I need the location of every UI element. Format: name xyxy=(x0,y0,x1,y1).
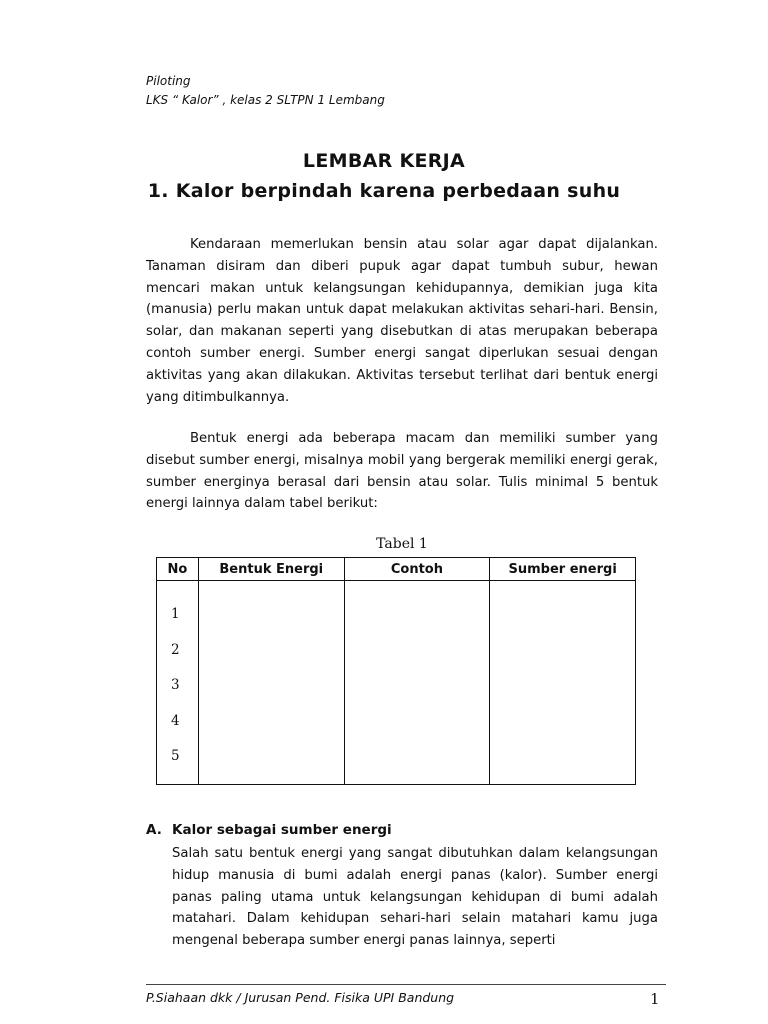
footer-divider xyxy=(146,984,666,985)
section-a-title: Kalor sebagai sumber energi xyxy=(172,822,392,838)
table-cell-sumber-energi[interactable] xyxy=(490,581,636,785)
row-number: 4 xyxy=(171,712,180,729)
table-cell-contoh[interactable] xyxy=(344,581,490,785)
footer-author: P.Siahaan dkk / Jurusan Pend. Fisika UPI Bandung xyxy=(146,990,455,1005)
row-number: 3 xyxy=(171,677,180,693)
page-number: 1 xyxy=(650,990,660,1008)
row-number: 5 xyxy=(171,748,180,764)
paragraph-energy-forms-text: Bentuk energi ada beberapa macam dan memiliki sumber yang disebut sumber energi, misalnya mobil yang bergerak memiliki energi gerak, sumber energinya berasal dari bensin atau solar. Tulis minimal 5 bentuk energi lainnya dalam tabel berikut: xyxy=(146,431,658,512)
table-row xyxy=(157,581,636,785)
header-line-lks: LKS “ Kalor” , kelas 2 SLTPN 1 Lembang xyxy=(146,93,385,107)
table-header-row xyxy=(157,558,636,581)
table-header-no: No xyxy=(157,558,199,581)
section-a-heading xyxy=(146,822,392,838)
row-number: 1 xyxy=(171,606,180,622)
paragraph-energy-forms xyxy=(146,428,658,515)
table-caption: Tabel 1 xyxy=(376,536,428,552)
row-number: 2 xyxy=(171,641,180,658)
table-header-contoh: Contoh xyxy=(344,558,490,581)
header-line-piloting: Piloting xyxy=(146,74,191,88)
energy-table xyxy=(156,557,636,785)
paragraph-intro xyxy=(146,234,658,408)
section-a-paragraph: Salah satu bentuk energi yang sangat dibutuhkan dalam kelangsungan hidup manusia di bumi adalah energi panas (kalor). Sumber energi panas paling utama untuk kelangsungan kehidupan di bumi adalah matahari. Dalam kehidupan sehari-hari selain matahari kamu juga mengenal beberapa sumber energi panas lainnya, seperti xyxy=(172,846,658,949)
document-title: LEMBAR KERJA xyxy=(302,150,466,172)
table-cell-no xyxy=(157,581,199,785)
table-header-sumber-energi: Sumber energi xyxy=(490,558,636,581)
document-subtitle: 1. Kalor berpindah karena perbedaan suhu xyxy=(147,180,621,202)
page-header xyxy=(146,72,385,110)
section-a-letter: A. xyxy=(146,822,162,838)
paragraph-intro-text: Kendaraan memerlukan bensin atau solar agar dapat dijalankan. Tanaman disiram dan diberi pupuk agar dapat tumbuh subur, hewan mencari makan untuk kelangsungan kehidupannya, demikian juga kita (manusia) perlu makan untuk dapat melakukan aktivitas sehari-hari. Bensin, solar, dan makanan seperti yang disebutkan di atas merupakan beberapa contoh sumber energi. Sumber energi sangat diperlukan sesuai dengan aktivitas yang akan dilakukan. Aktivitas tersebut terlihat dari bentuk energi yang ditimbulkannya. xyxy=(146,237,658,405)
table-cell-bentuk-energi[interactable] xyxy=(198,581,344,785)
table-header-bentuk-energi: Bentuk Energi xyxy=(198,558,344,581)
